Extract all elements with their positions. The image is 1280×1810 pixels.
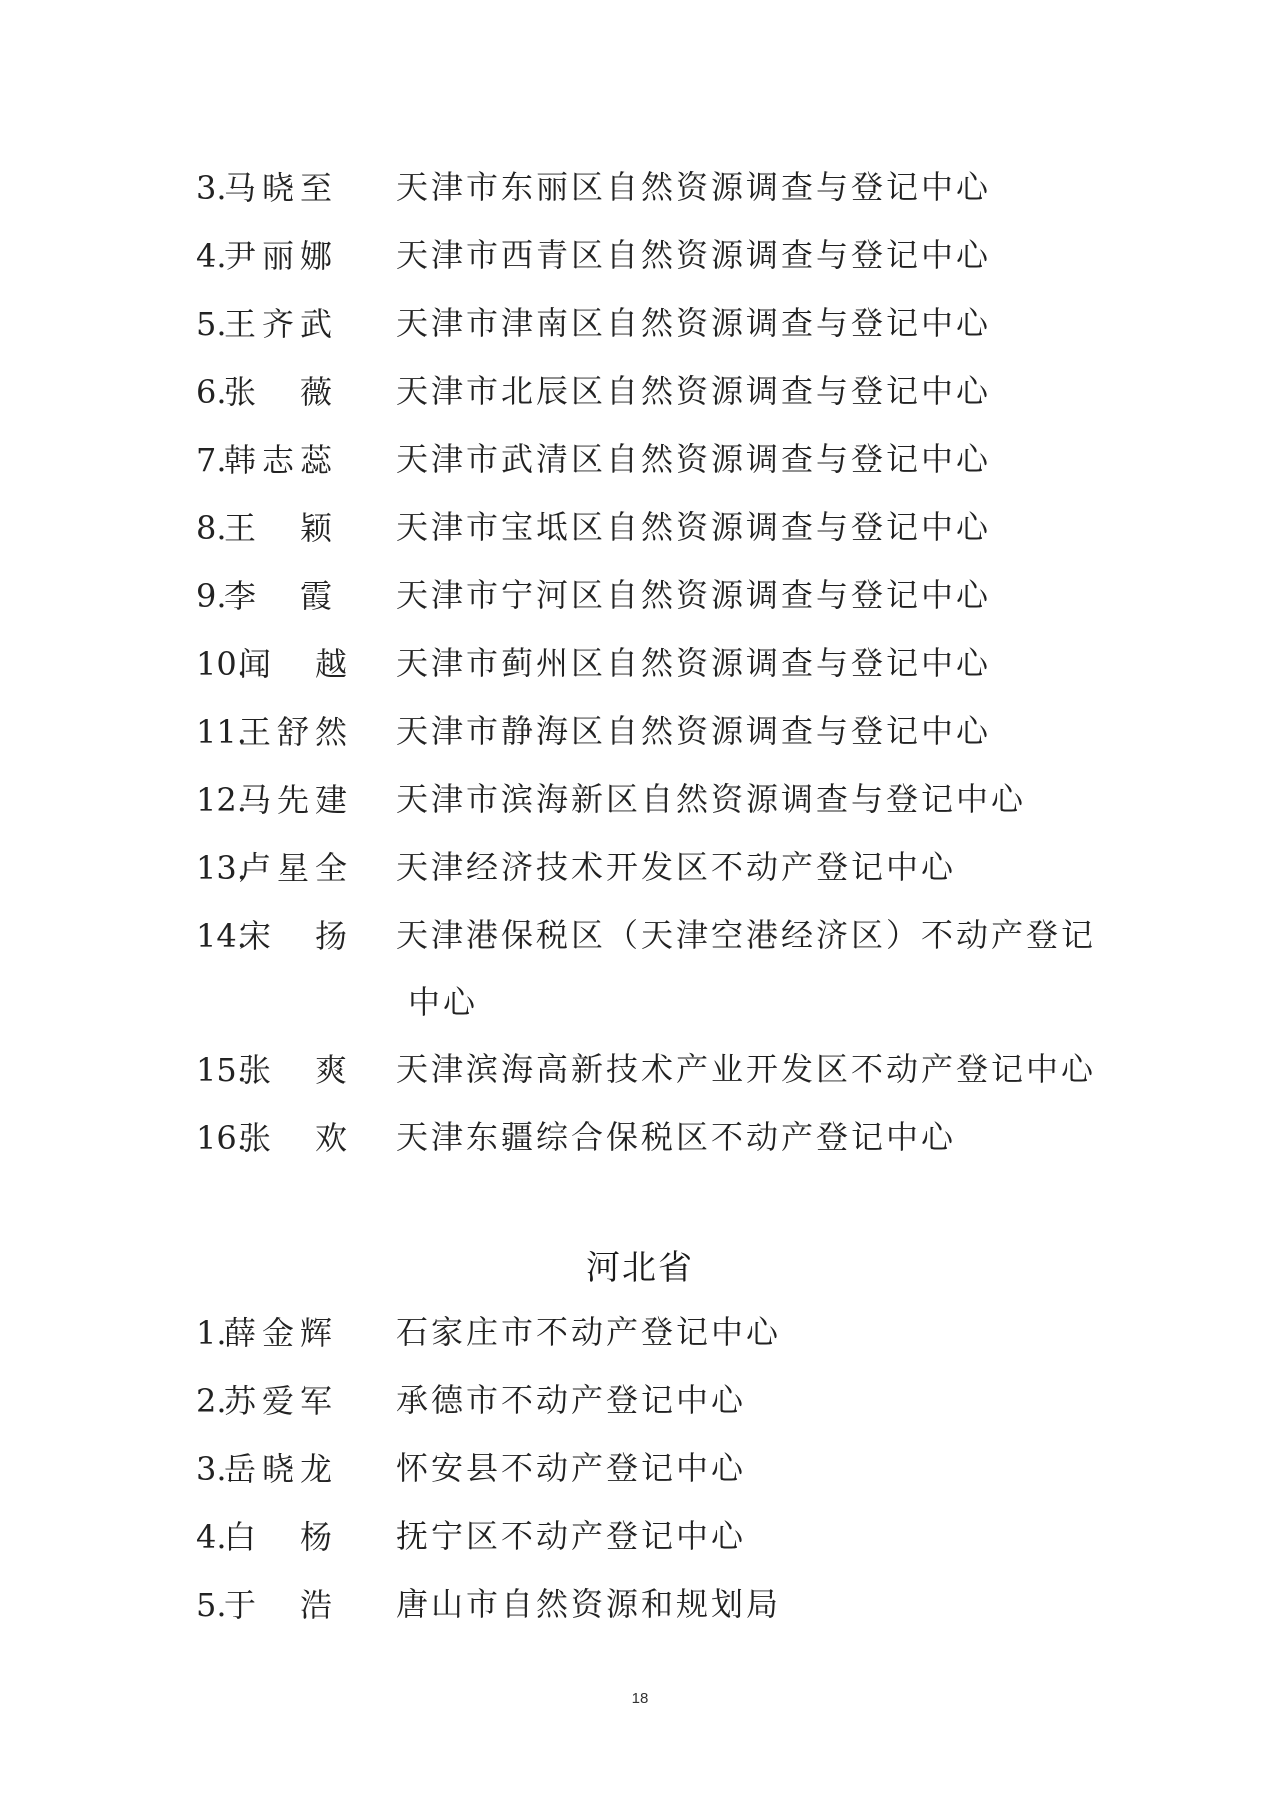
entry-number: 10. [196, 645, 247, 683]
person-name [239, 630, 347, 698]
name-char: 越 [314, 645, 347, 683]
entry-number: 11. [196, 713, 247, 751]
name-char: 张 [239, 1119, 272, 1157]
organization-name [396, 290, 1116, 357]
name-char: 辉 [299, 1314, 332, 1352]
entry-number: 5. [196, 305, 227, 343]
name-char: 晓 [261, 1450, 294, 1488]
name-char: 军 [299, 1382, 332, 1420]
organization-line: 天津市宁河区自然资源调查与登记中心 [396, 576, 992, 614]
person-name [239, 902, 347, 970]
organization-name [396, 358, 1116, 425]
organization-name [396, 1571, 1116, 1638]
organization-line: 天津市滨海新区自然资源调查与登记中心 [396, 780, 1027, 818]
person-name [224, 1503, 332, 1571]
name-char: 张 [224, 373, 257, 411]
name-char: 爱 [261, 1382, 294, 1420]
name-char: 武 [299, 305, 332, 343]
organization-name [396, 902, 1116, 1036]
name-char: 娜 [299, 237, 332, 275]
hebei-list [196, 1299, 1126, 1639]
name-char: 王 [224, 305, 257, 343]
list-item [196, 1299, 1126, 1367]
organization-name [396, 834, 1116, 901]
organization-name [396, 426, 1116, 493]
entry-number: 1. [196, 1314, 227, 1352]
name-char: 全 [314, 849, 347, 887]
organization-line: 天津滨海高新技术产业开发区不动产登记中心 [396, 1050, 1097, 1088]
name-char: 杨 [299, 1518, 332, 1556]
person-name [239, 766, 347, 834]
organization-name [396, 1299, 1116, 1366]
organization-line: 怀安县不动产登记中心 [396, 1449, 747, 1487]
page-number: 18 [631, 1690, 649, 1707]
organization-line: 天津市北辰区自然资源调查与登记中心 [396, 372, 992, 410]
list-item [196, 1036, 1126, 1104]
name-char: 扬 [314, 917, 347, 955]
person-name [224, 358, 332, 426]
list-item [196, 902, 1126, 1036]
name-char: 宋 [239, 917, 272, 955]
name-char: 张 [239, 1051, 272, 1089]
entry-number: 15. [196, 1051, 247, 1089]
name-char: 至 [299, 169, 332, 207]
organization-name [396, 1503, 1116, 1570]
list-item [196, 698, 1126, 766]
name-char: 颖 [299, 509, 332, 547]
name-char: 白 [224, 1518, 257, 1556]
organization-line: 天津市宝坻区自然资源调查与登记中心 [396, 508, 992, 546]
organization-line: 天津港保税区（天津空港经济区）不动产登记 [396, 916, 1097, 954]
person-name [239, 698, 347, 766]
list-item [196, 766, 1126, 834]
entry-number: 16. [196, 1119, 247, 1157]
name-char: 于 [224, 1586, 257, 1624]
entry-number: 5. [196, 1586, 227, 1624]
list-item [196, 834, 1126, 902]
organization-name [396, 222, 1116, 289]
name-char: 丽 [261, 237, 294, 275]
organization-name [396, 562, 1116, 629]
name-char: 星 [276, 849, 309, 887]
organization-line: 天津市武清区自然资源调查与登记中心 [396, 440, 992, 478]
person-name [224, 562, 332, 630]
list-item [196, 630, 1126, 698]
list-item [196, 426, 1126, 494]
name-char: 晓 [261, 169, 294, 207]
organization-line: 天津市津南区自然资源调查与登记中心 [396, 304, 992, 342]
name-char: 卢 [239, 849, 272, 887]
person-name [224, 1435, 332, 1503]
organization-name [396, 1435, 1116, 1502]
organization-line: 天津经济技术开发区不动产登记中心 [396, 848, 957, 886]
entry-number: 4. [196, 237, 227, 275]
entry-number: 4. [196, 1518, 227, 1556]
name-char: 李 [224, 577, 257, 615]
organization-line: 石家庄市不动产登记中心 [396, 1313, 782, 1351]
name-char: 建 [314, 781, 347, 819]
name-char: 尹 [224, 237, 257, 275]
entry-number: 9. [196, 577, 227, 615]
organization-name [396, 698, 1116, 765]
name-char: 岳 [224, 1450, 257, 1488]
organization-name [396, 1104, 1116, 1171]
name-char: 蕊 [299, 441, 332, 479]
name-char: 闻 [239, 645, 272, 683]
list-item [196, 1571, 1126, 1639]
list-item [196, 358, 1126, 426]
list-item [196, 154, 1126, 222]
list-item [196, 1503, 1126, 1571]
list-item [196, 1435, 1126, 1503]
name-char: 浩 [299, 1586, 332, 1624]
name-char: 然 [314, 713, 347, 751]
list-item [196, 222, 1126, 290]
entry-number: 2. [196, 1382, 227, 1420]
name-char: 志 [261, 441, 294, 479]
name-char: 霞 [299, 577, 332, 615]
name-char: 薇 [299, 373, 332, 411]
organization-line: 天津市西青区自然资源调查与登记中心 [396, 236, 992, 274]
entry-number: 6. [196, 373, 227, 411]
name-char: 金 [261, 1314, 294, 1352]
organization-name [396, 1036, 1116, 1103]
entry-number: 3. [196, 169, 227, 207]
name-char: 苏 [224, 1382, 257, 1420]
organization-line: 天津市蓟州区自然资源调查与登记中心 [396, 644, 992, 682]
name-char: 欢 [314, 1119, 347, 1157]
entry-number: 3. [196, 1450, 227, 1488]
name-char: 王 [224, 509, 257, 547]
section-title-hebei: 河北省 [586, 1248, 694, 1288]
person-name [224, 426, 332, 494]
person-name [239, 1036, 347, 1104]
list-item [196, 1367, 1126, 1435]
name-char: 龙 [299, 1450, 332, 1488]
name-char: 马 [224, 169, 257, 207]
person-name [224, 494, 332, 562]
organization-name [396, 154, 1116, 221]
name-char: 王 [239, 713, 272, 751]
tianjin-list [196, 154, 1126, 1172]
person-name [239, 834, 347, 902]
organization-name [396, 630, 1116, 697]
list-item [196, 1104, 1126, 1172]
person-name [224, 1571, 332, 1639]
name-char: 舒 [276, 713, 309, 751]
list-item [196, 562, 1126, 630]
entry-number: 8. [196, 509, 227, 547]
organization-name [396, 766, 1116, 833]
person-name [239, 1104, 347, 1172]
organization-line-continued: 中心 [408, 983, 479, 1021]
person-name [224, 154, 332, 222]
entry-number: 14. [196, 917, 247, 955]
organization-line: 抚宁区不动产登记中心 [396, 1517, 747, 1555]
organization-line: 天津东疆综合保税区不动产登记中心 [396, 1118, 957, 1156]
organization-name [396, 1367, 1116, 1434]
name-char: 薛 [224, 1314, 257, 1352]
entry-number: 13. [196, 849, 247, 887]
name-char: 爽 [314, 1051, 347, 1089]
entry-number: 12. [196, 781, 247, 819]
entry-number: 7. [196, 441, 227, 479]
organization-line: 唐山市自然资源和规划局 [396, 1585, 782, 1623]
person-name [224, 1299, 332, 1367]
name-char: 马 [239, 781, 272, 819]
name-char: 齐 [261, 305, 294, 343]
list-item [196, 494, 1126, 562]
name-char: 韩 [224, 441, 257, 479]
organization-name [396, 494, 1116, 561]
list-item [196, 290, 1126, 358]
organization-line: 承德市不动产登记中心 [396, 1381, 747, 1419]
name-char: 先 [276, 781, 309, 819]
organization-line: 天津市东丽区自然资源调查与登记中心 [396, 168, 992, 206]
organization-line: 天津市静海区自然资源调查与登记中心 [396, 712, 992, 750]
person-name [224, 222, 332, 290]
person-name [224, 1367, 332, 1435]
person-name [224, 290, 332, 358]
